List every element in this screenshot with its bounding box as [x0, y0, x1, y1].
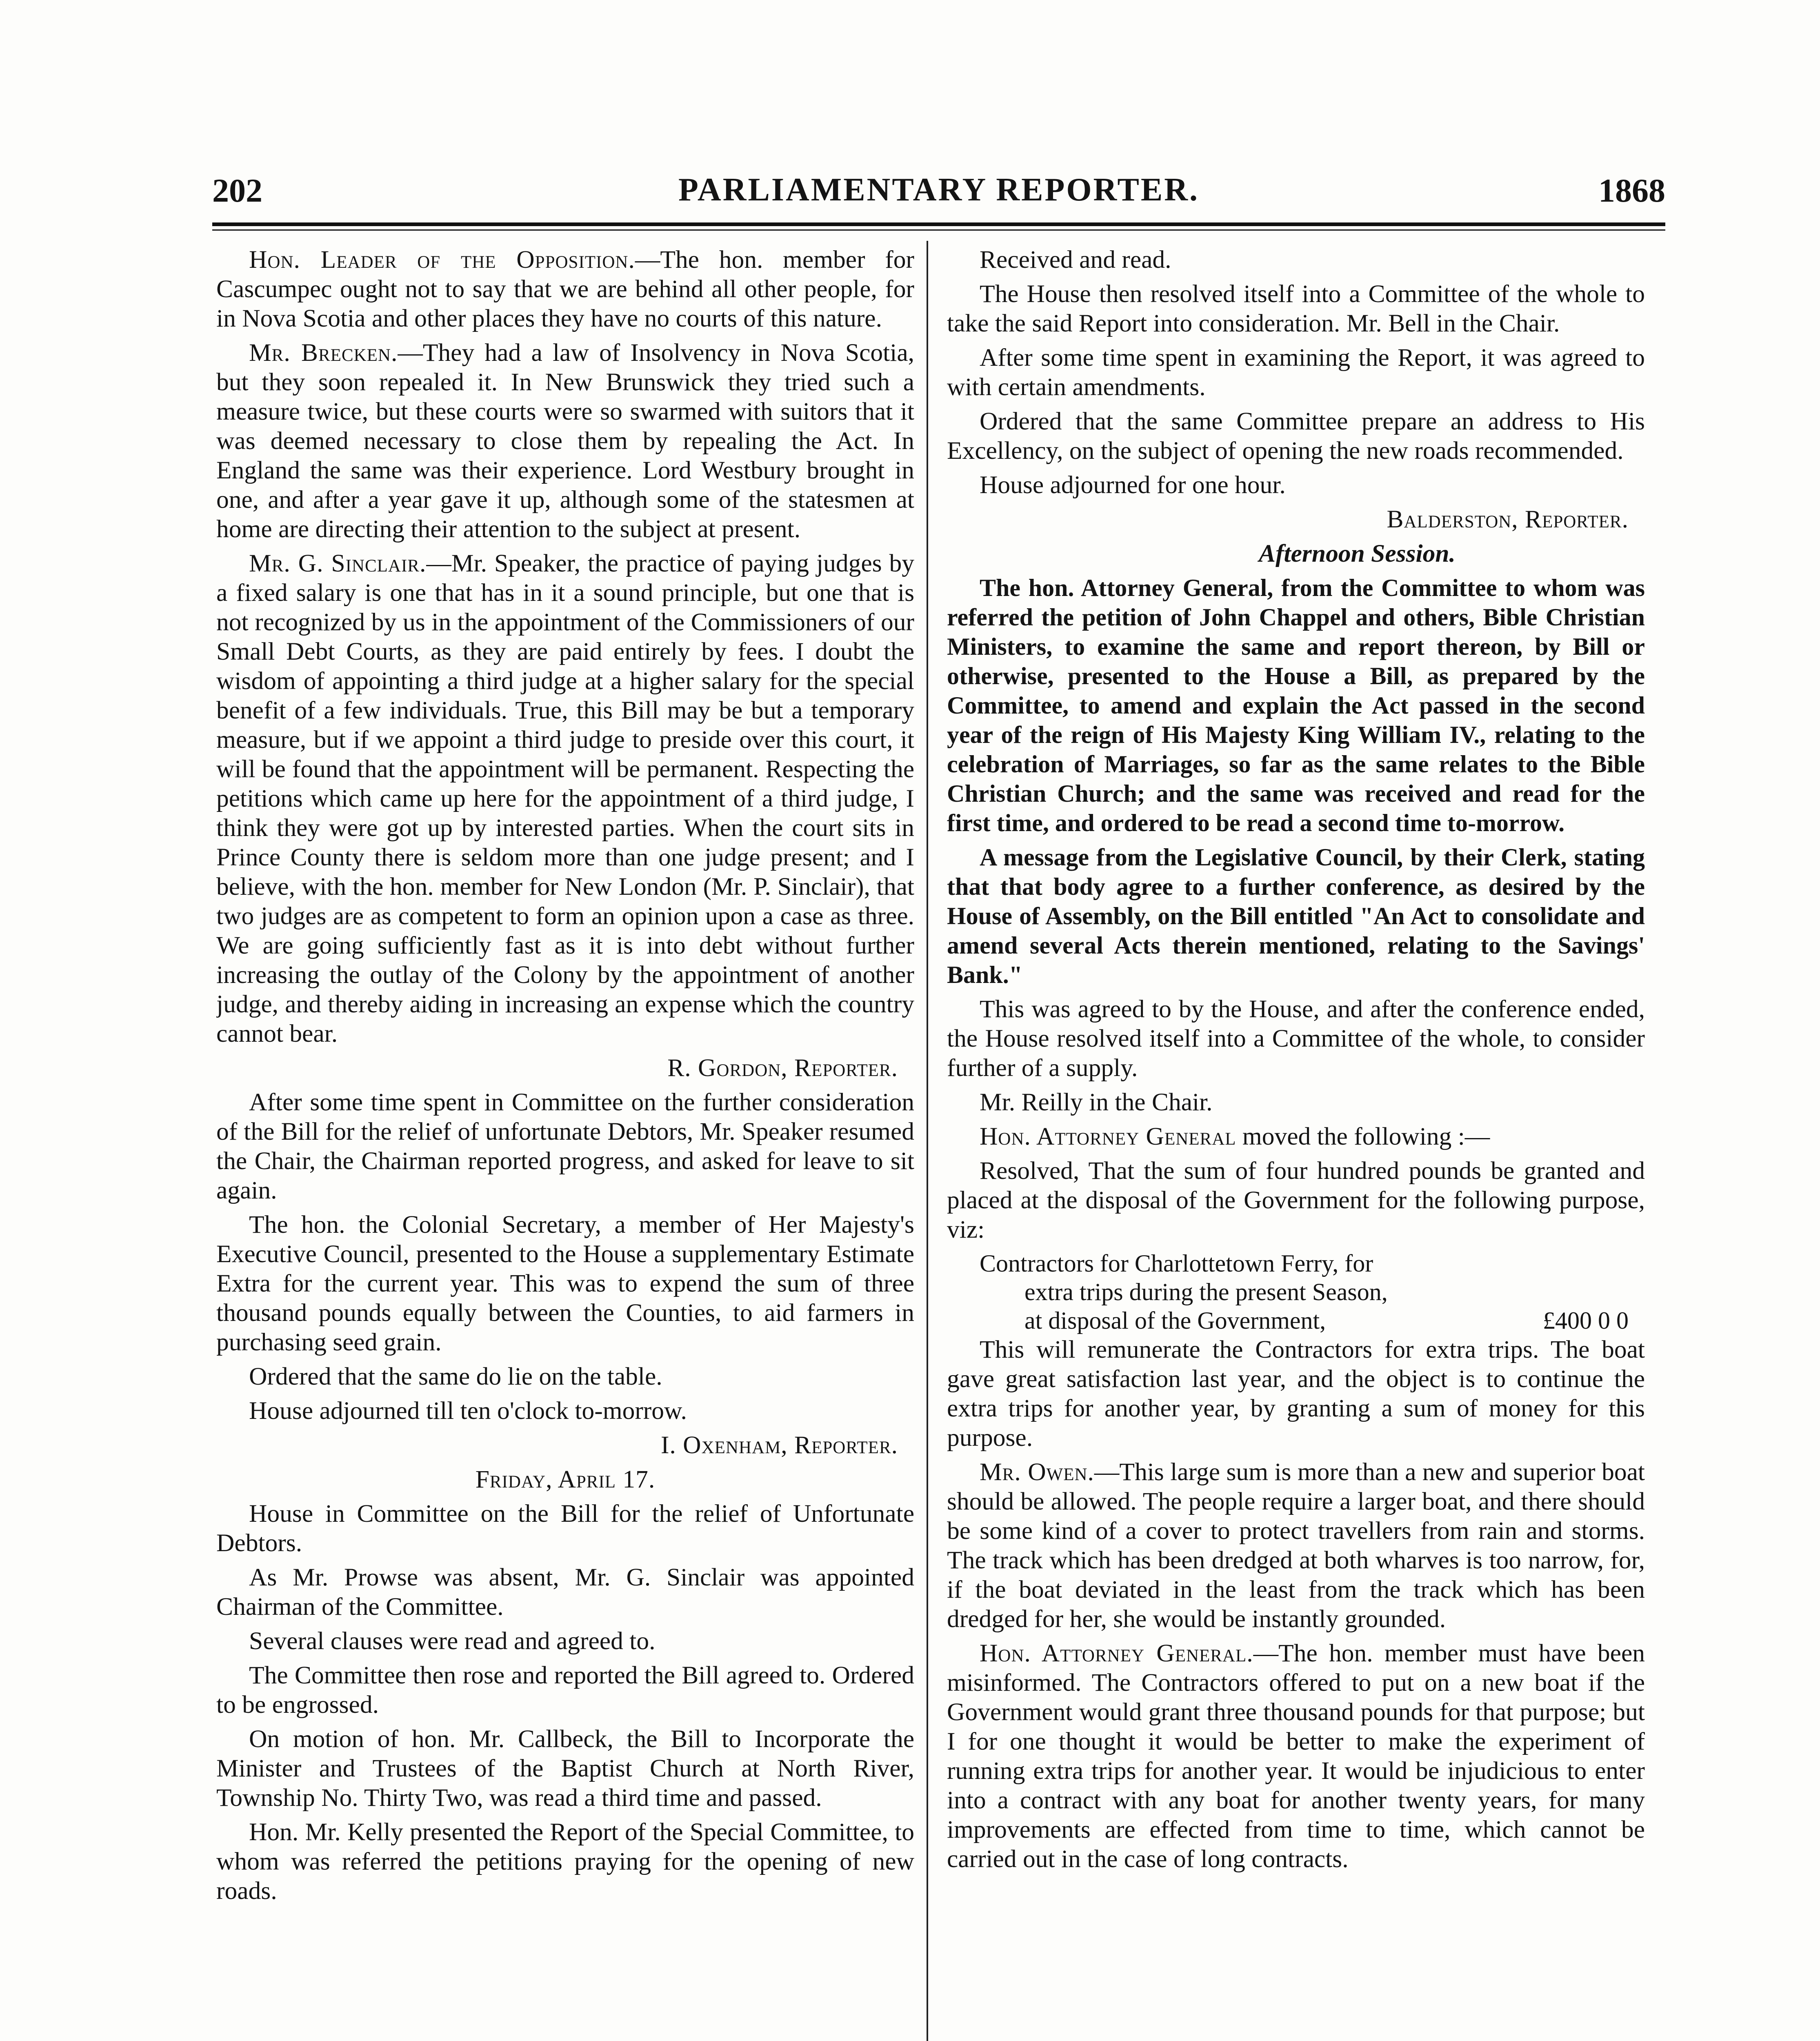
- estimate-item: at disposal of the Government,: [1024, 1307, 1326, 1334]
- estimate-row: [980, 1249, 1629, 1278]
- speaker-name: Mr. Brecken.: [249, 339, 398, 367]
- paragraph: [216, 1210, 914, 1357]
- paragraph: [947, 1457, 1645, 1634]
- paragraph: [216, 549, 914, 1048]
- paragraph: [947, 843, 1645, 989]
- reporter-signature: R. Gordon, Reporter.: [667, 1054, 898, 1082]
- paragraph: [947, 1122, 1645, 1151]
- speaker-name: Mr. G. Sinclair.: [249, 549, 427, 577]
- speaker-name: Hon. Attorney General: [980, 1123, 1236, 1150]
- paragraph-text: Hon. Mr. Kelly presented the Report of the Special Committee, to whom was referred the petitions praying for the opening of new roads.: [216, 1818, 914, 1905]
- column-divider: [927, 241, 928, 2041]
- estimate-row: [980, 1306, 1629, 1335]
- paragraph-text: moved the following :—: [1236, 1123, 1490, 1150]
- paragraph: [947, 994, 1645, 1083]
- paragraph: [216, 1499, 914, 1558]
- paragraph-text: Ordered that the same Committee prepare an address to His Excellency, on the subject of opening the new roads recommended.: [947, 407, 1645, 465]
- paragraph: [216, 1563, 914, 1621]
- estimate-amount: [1498, 1249, 1629, 1278]
- header-rule-thick: [212, 222, 1665, 226]
- paragraph: [947, 1087, 1645, 1117]
- paragraph-text: After some time spent in examining the Report, it was agreed to with certain amendments.: [947, 344, 1645, 401]
- estimate-item: extra trips during the present Season,: [1024, 1278, 1388, 1305]
- paragraph: [947, 245, 1645, 274]
- dateline: Friday, April 17.: [475, 1465, 656, 1493]
- paragraph: [216, 245, 914, 333]
- paragraph-text: Ordered that the same do lie on the table.: [249, 1363, 662, 1390]
- speaker-name: Mr. Owen.: [980, 1458, 1094, 1486]
- paragraph-text: —They had a law of Insolvency in Nova Scotia, but they soon repealed it. In New Brunswick they tried such a measure twice, but these courts were so swarmed with suitors that it was deemed necessary to close them by repealing the Act. In England the same was their experience. Lord Westbury brought in one, and after a year gave it up, although some of the statesmen at home are directing their attention to the subject at present.: [216, 339, 914, 543]
- page-year: 1868: [1598, 172, 1665, 209]
- paragraph: [216, 338, 914, 544]
- paragraph: [216, 1626, 914, 1656]
- paragraph-text: The House then resolved itself into a Committee of the whole to take the said Report into consideration. Mr. Bell in the Chair.: [947, 280, 1645, 337]
- paragraph: [216, 1396, 914, 1425]
- paragraph: [216, 1087, 914, 1205]
- estimate-item: Contractors for Charlottetown Ferry, for: [980, 1250, 1373, 1277]
- paragraph: [947, 1156, 1645, 1244]
- paragraph: [216, 1817, 914, 1905]
- estimate-amount: £400 0 0: [1543, 1307, 1629, 1334]
- speaker-name: Hon. Attorney General.: [980, 1639, 1253, 1667]
- reporter-signature: Balderston, Reporter.: [1387, 505, 1629, 533]
- estimate-row: [980, 1278, 1629, 1306]
- paragraph-text: House adjourned till ten o'clock to-morrow.: [249, 1397, 687, 1425]
- session-heading: Afternoon Session.: [1259, 540, 1456, 567]
- paragraph-text: The Committee then rose and reported the Bill agreed to. Ordered to be engrossed.: [216, 1661, 914, 1719]
- paragraph-text: Received and read.: [980, 246, 1171, 273]
- paragraph: [947, 343, 1645, 402]
- reporter-signature: I. Oxenham, Reporter.: [660, 1431, 898, 1459]
- paragraph-text: As Mr. Prowse was absent, Mr. G. Sinclair was appointed Chairman of the Committee.: [216, 1563, 914, 1621]
- paragraph-text: The hon. the Colonial Secretary, a member of Her Majesty's Executive Council, presented to the House a supplementary Estimate Extra for the current year. This was to expend the sum of three thousand pounds equally between the Counties, to aid farmers in purchasing seed grain.: [216, 1211, 914, 1356]
- page-number: 202: [212, 172, 262, 209]
- paragraph-text: —The hon. member must have been misinformed. The Contractors offered to put on a new boat if the Government would grant three thousand pounds for that purpose; but I for one thought it would be better to make the experiment of running extra trips for another year. It would be injudicious to enter into a contract with any boat for another twenty years, for many improvements are effected from time to time, which cannot be carried out in the case of long contracts.: [947, 1639, 1645, 1873]
- paragraph-text: Several clauses were read and agreed to.: [249, 1627, 656, 1655]
- paragraph-text: House adjourned for one hour.: [980, 471, 1286, 499]
- paragraph: [216, 1661, 914, 1719]
- paragraph: [947, 407, 1645, 465]
- running-title: PARLIAMENTARY REPORTER.: [678, 172, 1200, 208]
- paragraph-text: —The hon. member for Cascumpec ought not to say that we are behind all other people, for in Nova Scotia and other places they have no courts of this nature.: [216, 246, 914, 332]
- paragraph-text: —Mr. Speaker, the practice of paying judges by a fixed salary is one that has in it a sound principle, but one that is not recognized by us in the appointment of the Commissioners of our Small Debt Courts, as they are paid entirely by fees. I doubt the wisdom of appointing a third judge at a higher salary for the special benefit of a few individuals. True, this Bill may be but a temporary measure, but if we appoint a third judge to preside over this court, it will be found that the appointment will be permanent. Respecting the petitions which came up here for the appointment of a third judge, I think they were got up by interested parties. When the court sits in Prince County there is seldom more than one judge present; and I believe, with the hon. member for New London (Mr. P. Sinclair), that two judges are as competent to form an opinion upon a case as three. We are going sufficiently fast as it is into debt without further increasing the outlay of the Colony by the appointment of another judge, and thereby aiding in increasing an expense which the country cannot bear.: [216, 549, 914, 1047]
- paragraph-text: —This large sum is more than a new and superior boat should be allowed. The people require a larger boat, and there should be some kind of a cover to protect travellers from rain and storms. The track which has been dredged at both wharves is too narrow, for, if the boat deviated in the least from the track which has been dredged for her, she would be instantly grounded.: [947, 1458, 1645, 1633]
- right-column: [947, 245, 1645, 2041]
- header-rule-thin: [212, 229, 1665, 231]
- paragraph: [947, 573, 1645, 838]
- paragraph: [216, 1724, 914, 1812]
- speaker-name: Hon. Leader of the Opposition.: [249, 246, 635, 273]
- left-column: [216, 245, 914, 2041]
- paragraph-text: This will remunerate the Contractors for extra trips. The boat gave great satisfaction last year, and the object is to continue the extra trips for another year, by granting a sum of money for this purpose.: [947, 1336, 1645, 1452]
- paragraph-text: A message from the Legislative Council, by their Clerk, stating that that body agree to a further conference, as desired by the House of Assembly, on the Bill entitled "An Act to consolidate and amend several Acts therein mentioned, relating to the Savings' Bank.": [947, 844, 1645, 988]
- paragraph: [947, 1639, 1645, 1874]
- paragraph-text: The hon. Attorney General, from the Committee to whom was referred the petition of John Chappel and others, Bible Christian Ministers, to examine the same and report thereon, by Bill or otherwise, presented to the House a Bill, as prepared by the Committee, to amend and explain the Act passed in the second year of the reign of His Majesty King William IV., relating to the celebration of Marriages, so far as the same relates to the Bible Christian Church; and the same was received and read for the first time, and ordered to be read a second time to-morrow.: [947, 574, 1645, 836]
- paragraph-text: On motion of hon. Mr. Callbeck, the Bill to Incorporate the Minister and Trustees of the Baptist Church at North River, Township No. Thirty Two, was read a third time and passed.: [216, 1725, 914, 1812]
- page-header: [212, 171, 1665, 216]
- paragraph-text: This was agreed to by the House, and after the conference ended, the House resolved itself into a Committee of the whole, to consider further of a supply.: [947, 995, 1645, 1082]
- paragraph: [947, 279, 1645, 338]
- paragraph: [947, 1335, 1645, 1452]
- paragraph-text: Mr. Reilly in the Chair.: [980, 1088, 1213, 1116]
- paragraph-text: After some time spent in Committee on the further consideration of the Bill for the relief of unfortunate Debtors, Mr. Speaker resumed the Chair, the Chairman reported progress, and asked for leave to sit again.: [216, 1088, 914, 1204]
- paragraph-text: Resolved, That the sum of four hundred pounds be granted and placed at the disposal of the Government for the following purpose, viz:: [947, 1157, 1645, 1243]
- paragraph: [947, 470, 1645, 500]
- paragraph: [216, 1362, 914, 1391]
- estimate-amount: [1498, 1278, 1629, 1306]
- paragraph-text: House in Committee on the Bill for the relief of Unfortunate Debtors.: [216, 1500, 914, 1557]
